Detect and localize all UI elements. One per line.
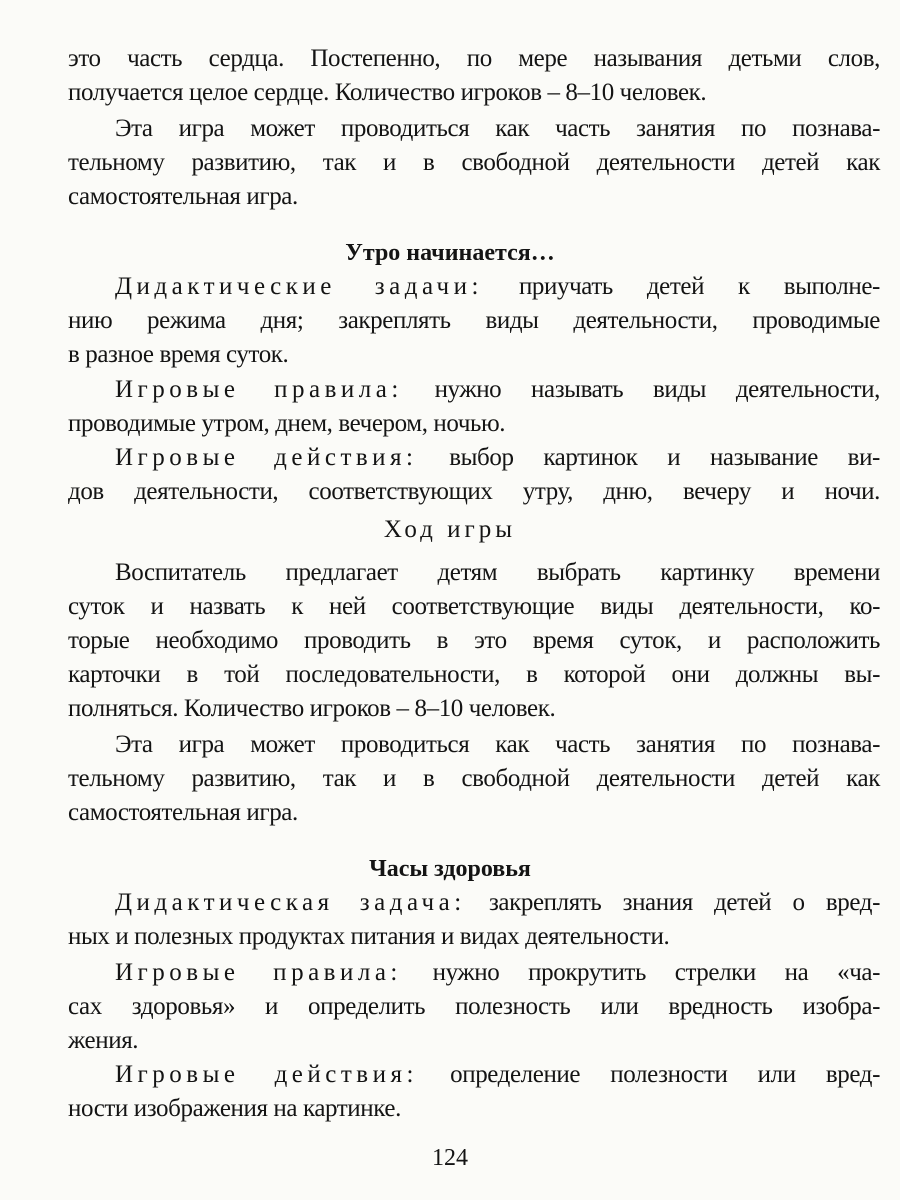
text-fragment: приучать детей к выполне- [518, 273, 880, 300]
subsection-title: Ход игры [383, 516, 517, 543]
term-label: Игровые действия: [115, 444, 418, 471]
text-line: дов деятельности, соответствующих утру, дню, вечеру и ночи. [68, 478, 880, 505]
text-line: жения. [68, 1027, 139, 1054]
term-label: Дидактическая задача: [115, 889, 466, 916]
text-line: полняться. Количество игроков – 8–10 человек. [68, 695, 556, 722]
text-fragment: нужно называть виды деятельности, [434, 376, 880, 403]
text-line: карточки в той последовательности, в которой они должны вы- [68, 661, 880, 688]
text-line: тельному развитию, так и в свободной деятельности детей как [68, 765, 880, 792]
text-fragment: нужно прокрутить стрелки на «ча- [432, 959, 880, 986]
text-line: сах здоровья» и определить полезность или вредность изобра- [68, 993, 880, 1020]
text-fragment: закреплять знания детей о вред- [488, 889, 881, 916]
term-label: Игровые действия: [115, 1061, 418, 1088]
didactic-task-line [115, 886, 880, 920]
term-label: Игровые правила: [115, 959, 402, 986]
page-number: 124 [432, 1145, 468, 1171]
text-line: ности изображения на картинке. [68, 1095, 401, 1122]
text-line: Воспитатель предлагает детям выбрать картинку времени [115, 559, 880, 586]
term-label: Дидактические задачи: [115, 273, 483, 300]
text-line: это часть сердца. Постепенно, по мере называния детьми слов, [68, 45, 880, 72]
text-line: самостоятельная игра. [68, 183, 298, 210]
game-rules-line [115, 373, 880, 407]
text-line: торые необходимо проводить в это время суток, и расположить [68, 627, 880, 654]
text-line: суток и назвать к ней соответствующие виды деятельности, ко- [68, 593, 880, 620]
game-rules-line [115, 956, 880, 990]
text-line: получается целое сердце. Количество игроков – 8–10 человек. [68, 79, 707, 106]
section-title: Утро начинается… [345, 240, 555, 266]
text-line: проводимые утром, днем, вечером, ночью. [68, 410, 506, 437]
text-line: самостоятельная игра. [68, 799, 298, 826]
game-actions-line [115, 1058, 880, 1092]
text-line: ных и полезных продуктах питания и видах деятельности. [68, 923, 670, 950]
text-line: нию режима дня; закреплять виды деятельности, проводимые [68, 307, 880, 334]
text-line: тельному развитию, так и в свободной деятельности детей как [68, 149, 880, 176]
term-label: Игровые правила: [115, 376, 403, 403]
text-line: в разное время суток. [68, 341, 289, 368]
text-fragment: определение полезности или вред- [450, 1061, 880, 1088]
section-title: Часы здоровья [369, 856, 531, 882]
text-line: Эта игра может проводиться как часть занятия по познава- [115, 731, 880, 758]
text-fragment: выбор картинок и называние ви- [449, 444, 880, 471]
didactic-tasks-line [115, 270, 880, 304]
text-line: Эта игра может проводиться как часть занятия по познава- [115, 115, 880, 142]
game-actions-line [115, 441, 880, 475]
